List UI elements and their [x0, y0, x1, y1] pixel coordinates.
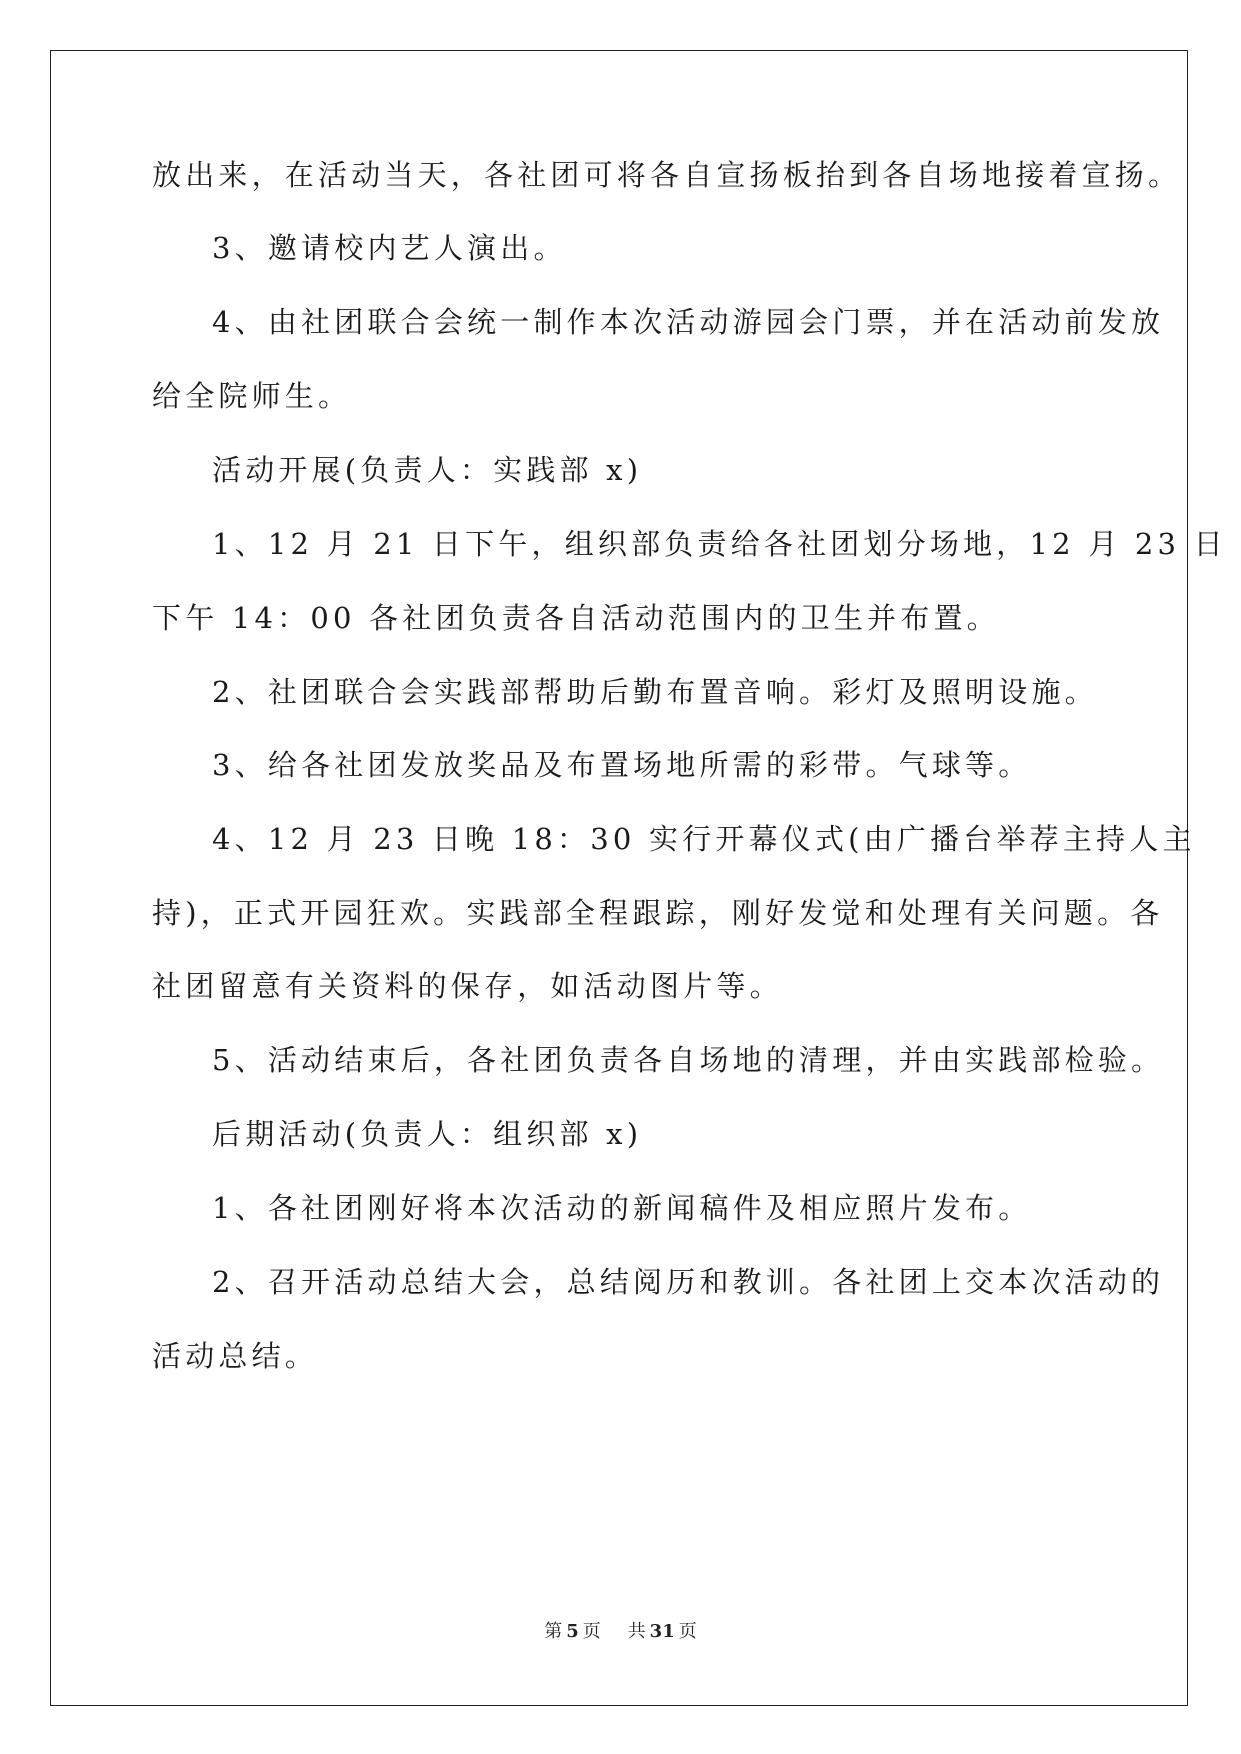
text-line-13: 5、活动结束后，各社团负责各自场地的清理，并由实践部检验。	[212, 1043, 1165, 1077]
footer-page-number: 5	[566, 1621, 579, 1642]
text-line-8: 2、社团联合会实践部帮助后勤布置音响。彩灯及照明设施。	[212, 675, 1098, 709]
section-heading-activity: 活动开展(负责人：实践部 x)	[212, 453, 643, 487]
section-heading-later: 后期活动(负责人：组织部 x)	[212, 1117, 643, 1151]
text-line-3: 4、由社团联合会统一制作本次活动游园会门票，并在活动前发放	[212, 305, 1165, 339]
text-line-15: 1、各社团刚好将本次活动的新闻稿件及相应照片发布。	[212, 1191, 1032, 1225]
footer-total-unit: 页	[678, 1621, 697, 1642]
footer-total-pages: 31	[649, 1621, 675, 1642]
text-line-12: 社团留意有关资料的保存，如活动图片等。	[152, 969, 783, 1003]
text-line-1: 放出来，在活动当天，各社团可将各自宣扬板抬到各自场地接着宣扬。	[152, 158, 1182, 192]
footer-total-prefix: 共	[627, 1621, 646, 1642]
text-line-6: 1、12 月 21 日下午，组织部负责给各社团划分场地，12 月 23 日	[212, 527, 1227, 561]
text-line-10: 4、12 月 23 日晚 18：30 实行开幕仪式(由广播台举荐主持人主	[212, 822, 1196, 856]
text-line-17: 活动总结。	[152, 1339, 319, 1373]
text-line-9: 3、给各社团发放奖品及布置场地所需的彩带。气球等。	[212, 748, 1032, 782]
footer-page-unit: 页	[582, 1621, 601, 1642]
text-line-11: 持)，正式开园狂欢。实践部全程跟踪，刚好发觉和处理有关问题。各	[152, 896, 1164, 930]
footer-page-prefix: 第	[544, 1621, 563, 1642]
text-line-16: 2、召开活动总结大会，总结阅历和教训。各社团上交本次活动的	[212, 1265, 1165, 1299]
text-line-2: 3、邀请校内艺人演出。	[212, 231, 567, 265]
page-border	[50, 50, 1188, 1706]
page-footer	[0, 1620, 1241, 1644]
text-line-4: 给全院师生。	[152, 379, 352, 413]
text-line-7: 下午 14：00 各社团负责各自活动范围内的卫生并布置。	[152, 601, 1000, 635]
